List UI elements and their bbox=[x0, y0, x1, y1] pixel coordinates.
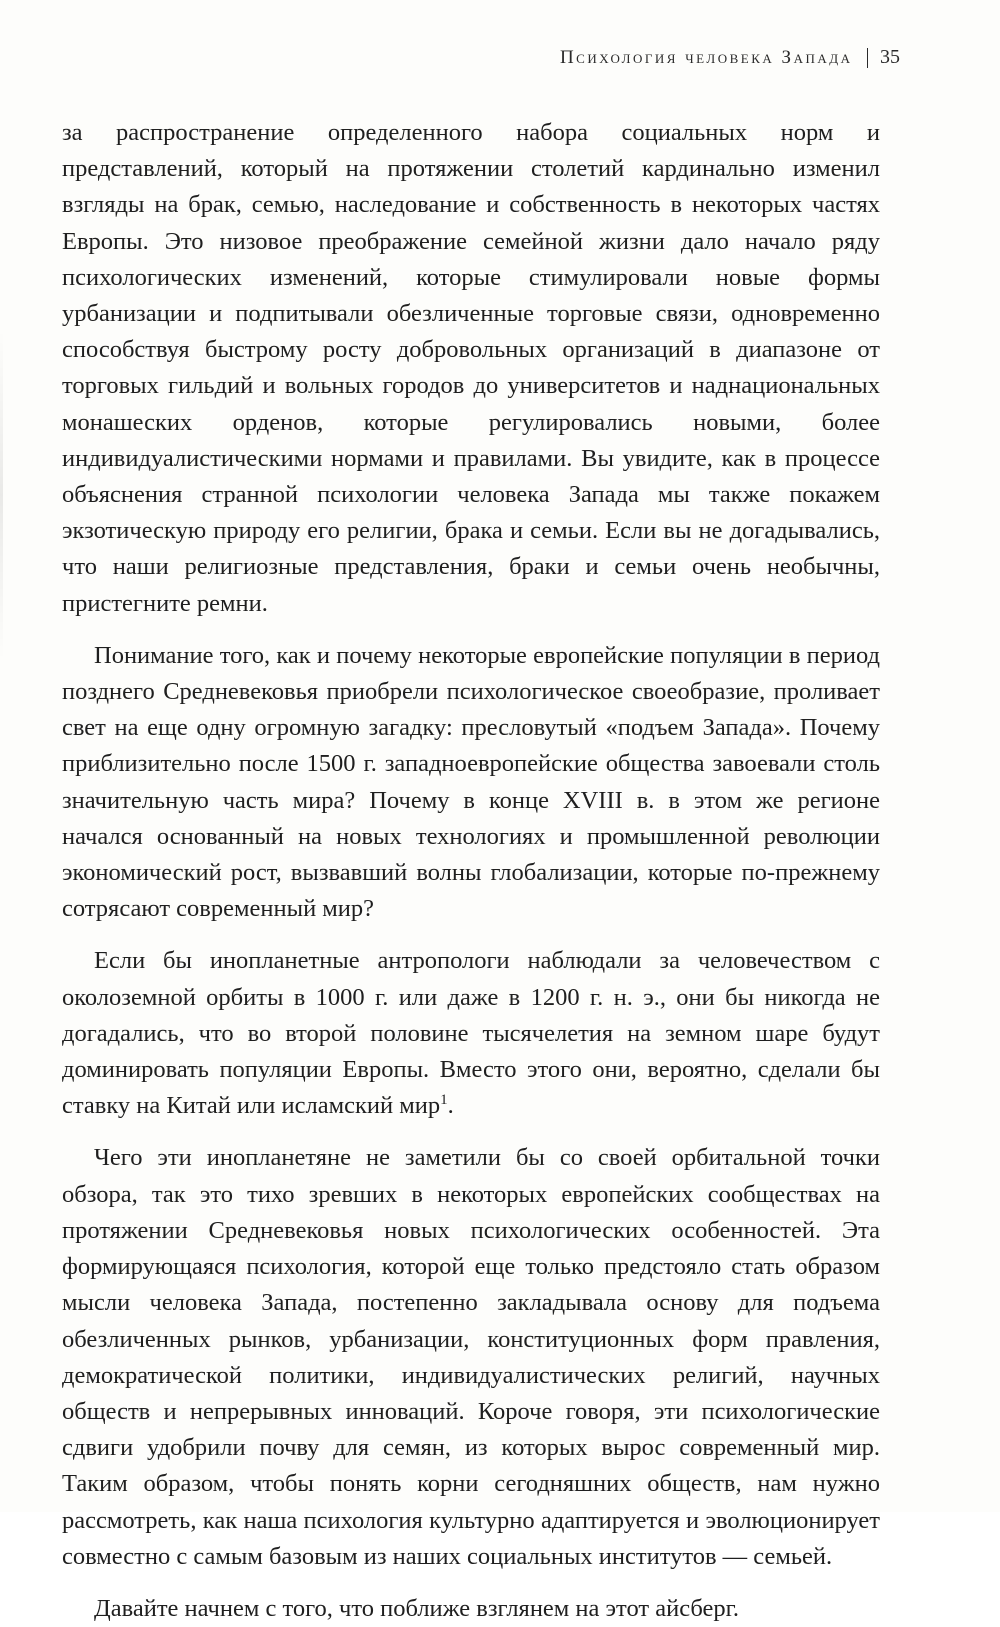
paragraph-3 bbox=[62, 943, 880, 1124]
page-number: 35 bbox=[880, 46, 900, 68]
footnote-reference[interactable]: 1 bbox=[440, 1092, 448, 1109]
paragraph-1: за распространение определенного набора социальных норм и представлений, который на протяжении столетий кардинально изменил взгляды на брак, семью, наследование и собственность в некоторых частях Европы. Это низовое преображение семейной жизни дало начало ряду психологических изменений, которые стимулировали новые формы урбанизации и подпитывали обезличенные торговые связи, одновременно способствуя быстрому росту добровольных организаций в диапазоне от торговых гильдий и вольных городов до университетов и наднациональных монашеских орденов, которые регулировались новыми, более индивидуалистическими нормами и правилами. Вы увидите, как в процессе объяснения странной психологии человека Запада мы также покажем экзотическую природу его религии, брака и семьи. Если вы не догадывались, что наши религиозные представления, браки и семьи очень необычны, пристегните ремни. bbox=[62, 119, 880, 617]
body-text bbox=[62, 115, 880, 1627]
paragraph-5: Давайте начнем с того, что поближе взглянем на этот айсберг. bbox=[94, 1594, 740, 1622]
running-head-divider bbox=[867, 48, 869, 68]
paragraph-4: Чего эти инопланетяне не заметили бы со своей орбитальной точки обзора, так это тихо зревших в некоторых европейских сообществах на протяжении Средневековья новых психологических особенностей. Эта формирующаяся психология, которой еще только предстояло стать образом мысли человека Запада, постепенно закладывала основу для подъема обезличенных рынков, урбанизации, конституционных форм правления, демократической политики, индивидуалистических религий, научных обществ и непрерывных инноваций. Короче говоря, эти психологические сдвиги удобрили почву для семян, из которых вырос современный мир. Таким образом, чтобы понять корни сегодняшних обществ, нам нужно рассмотреть, как наша психология культурно адаптируется и эволюционирует совместно с самым базовым из наших социальных институтов — семьей. bbox=[62, 1144, 880, 1570]
paragraph-2: Понимание того, как и почему некоторые европейские популяции в период позднего Средневековья приобрели психологическое своеобразие, проливает свет на еще одну огромную загадку: пресловутый «подъем Запада». Почему приблизительно после 1500 г. западноевропейские общества завоевали столь значительную часть мира? Почему в конце XVIII в. в этом же регионе начался основанный на новых технологиях и промышленной революции экономический рост, вызвавший волны глобализации, которые по-прежнему сотрясают современный мир? bbox=[62, 641, 880, 923]
paragraph-3-text: Если бы инопланетные антропологи наблюдали за человечеством с околоземной орбиты в 1000 г. или даже в 1200 г. н. э., они бы никогда не догадались, что во второй половине тысячелетия на земном шаре будут доминировать популяции Европы. Вместо этого они, вероятно, сделали бы ставку на Китай или исламский мир bbox=[62, 947, 880, 1120]
running-head-title: Психология человека Запада bbox=[559, 46, 853, 68]
running-head bbox=[560, 46, 900, 69]
paragraph-3-end: . bbox=[447, 1092, 454, 1120]
page-edge-shadow bbox=[0, 330, 3, 660]
